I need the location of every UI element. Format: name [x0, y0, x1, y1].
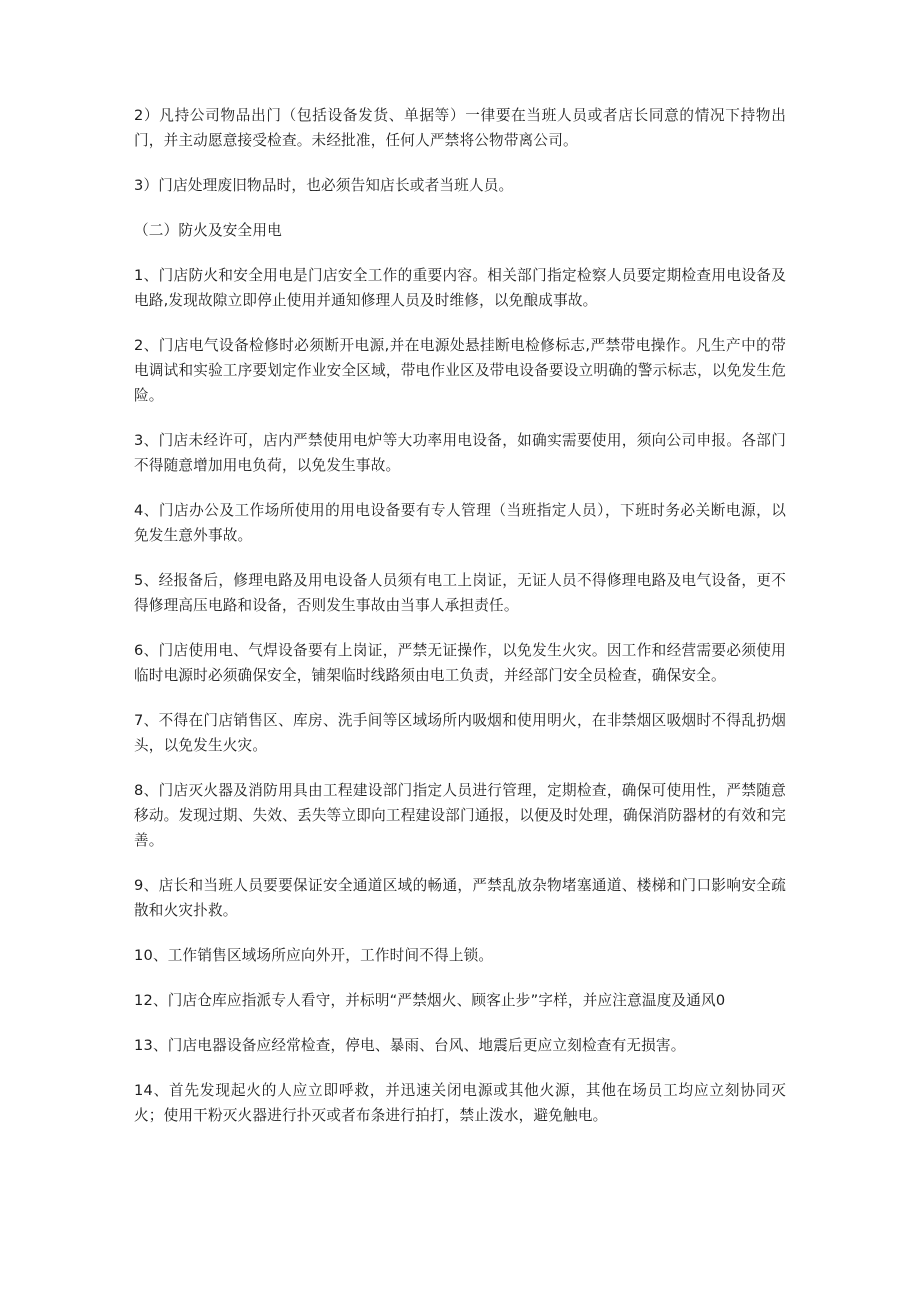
paragraph-rule-8: 8、门店灭火器及消防用具由工程建设部门指定人员进行管理，定期检查，确保可使用性，严禁随意移动。发现过期、失效、丢失等立即向工程建设部门通报，以便及时处理，确保消防器材的有效和完善。 — [134, 782, 786, 849]
paragraph-rule-3: 3、门店未经许可，店内严禁使用电炉等大功率用电设备，如确实需要使用，须向公司申报。各部门不得随意增加用电负荷，以免发生事故。 — [134, 432, 786, 474]
paragraph-rule-4: 4、门店办公及工作场所使用的用电设备要有专人管理（当班指定人员），下班时务必关断电源，以免发生意外事故。 — [134, 502, 786, 544]
paragraph-rule-12: 12、门店仓库应指派专人看守，并标明“严禁烟火、顾客止步”字样，并应注意温度及通风0 — [134, 992, 726, 1009]
paragraph-rule-6: 6、门店使用电、气焊设备要有上岗证，严禁无证操作，以免发生火灾。因工作和经营需要必须使用临时电源时必须确保安全，铺架临时线路须由电工负责，并经部门安全员检查，确保安全。 — [134, 642, 786, 684]
paragraph-rule-7: 7、不得在门店销售区、库房、洗手间等区域场所内吸烟和使用明火，在非禁烟区吸烟时不得乱扔烟头，以免发生火灾。 — [134, 712, 786, 754]
paragraph-rule-1: 1、门店防火和安全用电是门店安全工作的重要内容。相关部门指定检察人员要定期检查用电设备及电路,发现故隙立即停止使用并通知修理人员及时维修，以免酿成事故。 — [134, 267, 786, 309]
paragraph-rule-9: 9、店长和当班人员要要保证安全通道区域的畅通，严禁乱放杂物堵塞通道、楼梯和门口影响安全疏散和火灾扑救。 — [134, 877, 786, 919]
paragraph-rule-5: 5、经报备后，修理电路及用电设备人员须有电工上岗证，无证人员不得修理电路及电气设备，更不得修理高压电路和设备，否则发生事故由当事人承担责任。 — [134, 572, 786, 614]
paragraph-rule-2: 2、门店电气设备检修时必须断开电源,并在电源处悬挂断电检修标志,严禁带电操作。凡生产中的带电调试和实验工序要划定作业安全区域，带电作业区及带电设备要设立明确的警示标志，以免发生危险。 — [134, 337, 786, 404]
paragraph-rule-14: 14、首先发现起火的人应立即呼救，并迅速关闭电源或其他火源，其他在场员工均应立刻协同灭火；使用干粉灭火器进行扑灭或者布条进行拍打，禁止泼水，避免触电。 — [134, 1082, 786, 1124]
section-heading-fire-electric-safety: （二）防火及安全用电 — [134, 222, 282, 239]
paragraph-rule-10: 10、工作销售区域场所应向外开，工作时间不得上锁。 — [134, 947, 494, 964]
paragraph-item-2-exit-inspection: 2）凡持公司物品出门（包括设备发货、单据等）一律要在当班人员或者店长同意的情况下持物出门，并主动愿意接受检查。未经批准，任何人严禁将公物带离公司。 — [134, 107, 786, 149]
paragraph-rule-13: 13、门店电器设备应经常检查，停电、暴雨、台风、地震后更应立刻检查有无损害。 — [134, 1037, 686, 1054]
document-body — [134, 103, 786, 1148]
paragraph-item-3-waste-disposal: 3）门店处理废旧物品时，也必须告知店长或者当班人员。 — [134, 177, 514, 194]
